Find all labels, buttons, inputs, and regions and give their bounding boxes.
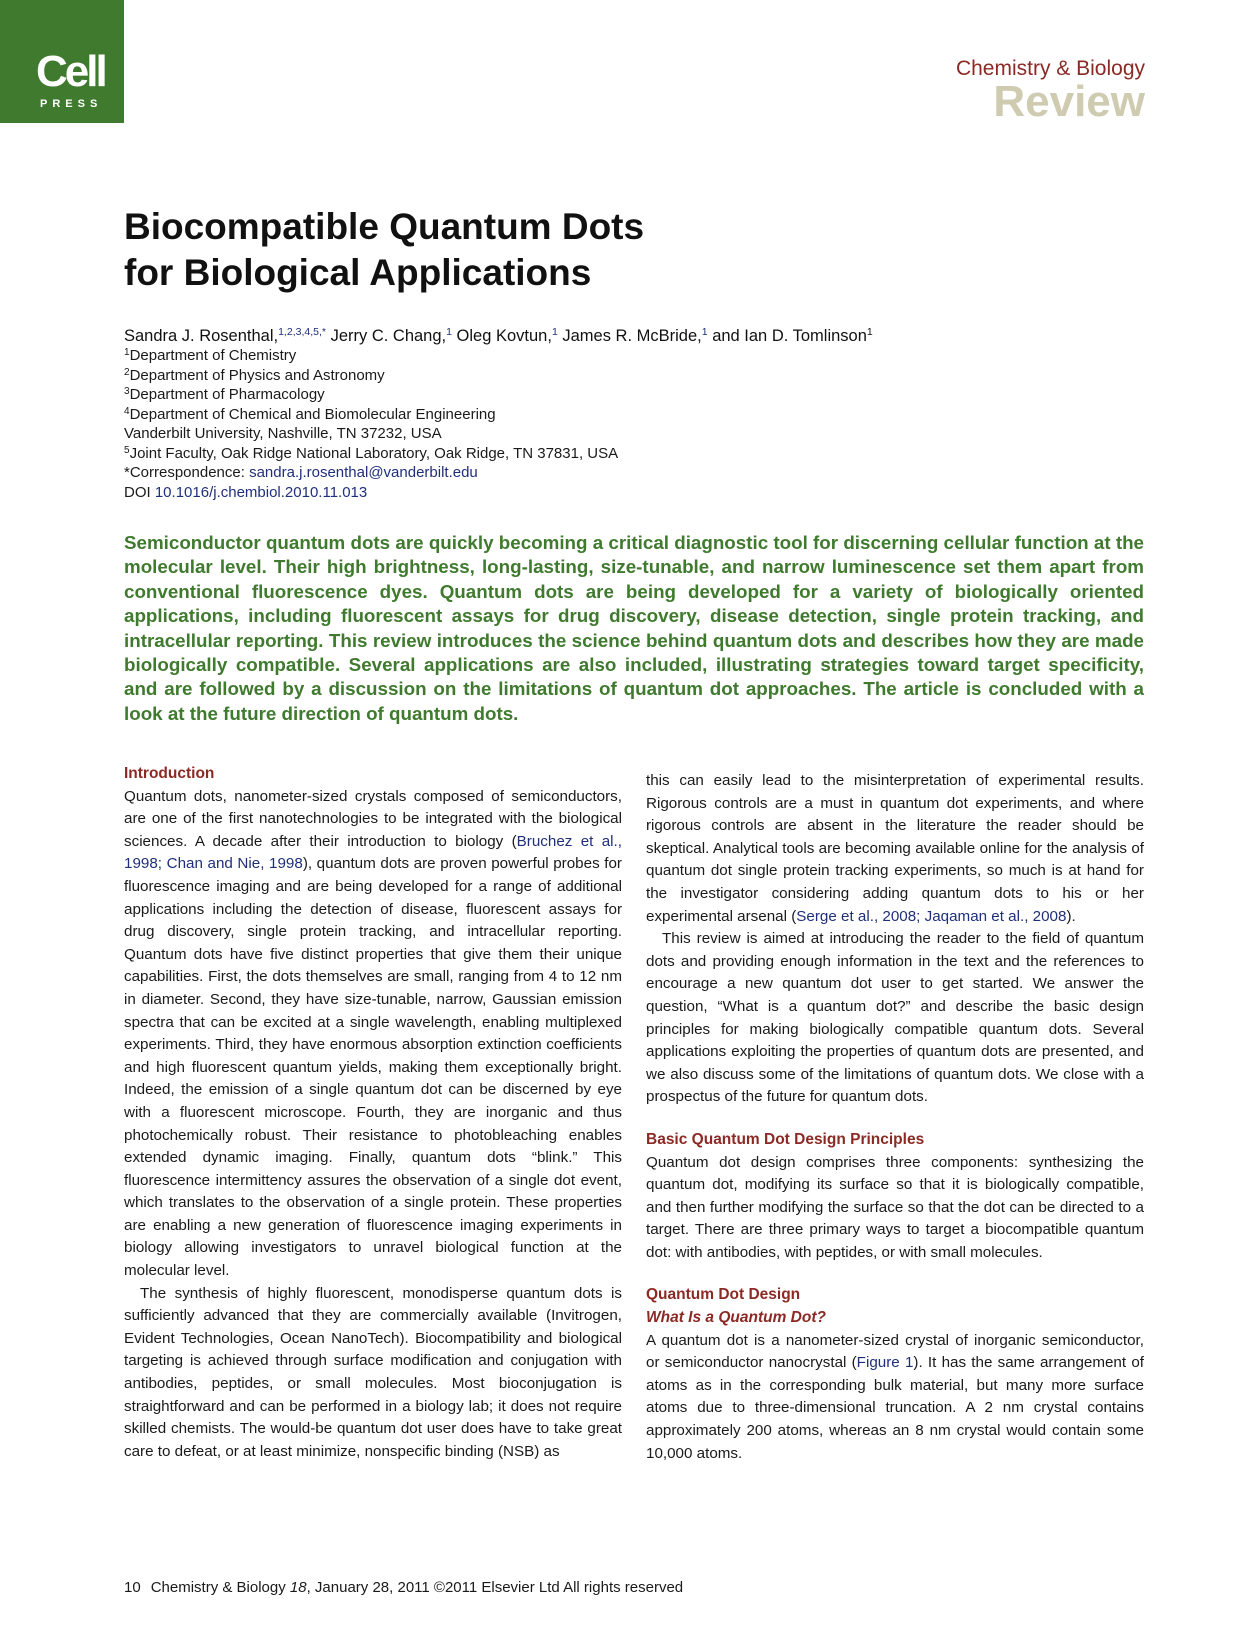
affiliation-line: $^1$Department of Chemistry bbox=[124, 347, 297, 364]
cell-press-logo bbox=[0, 0, 124, 123]
body-column-right bbox=[646, 770, 1144, 1465]
author-affiliation-mark[interactable]: 1,2,3,4,5,* bbox=[278, 326, 326, 338]
author-affiliation-mark[interactable]: 1 bbox=[701, 326, 708, 338]
quantum-dot-design-heading: Quantum Dot Design bbox=[646, 1286, 801, 1304]
page-number: 10 bbox=[124, 1579, 141, 1596]
figure-link[interactable]: Figure 1 bbox=[856, 1354, 914, 1372]
design-paragraph: A quantum dot is a nanometer-sized crystal of inorganic semiconductor, or semiconductor nanocrystal (Figure 1). It has the same arrangement of atoms as in the corresponding bulk material, but many more surface atoms due to three-dimensional truncation. A 2 nm crystal contains approximately 200 atoms, whereas an 8 nm crystal would contain some 10,000 atoms. bbox=[646, 1331, 1144, 1462]
page-footer: 10 Chemistry & Biology 18, January 28, 2011 ©2011 Elsevier Ltd All rights reserved bbox=[124, 1579, 684, 1596]
logo-press: PRESS bbox=[40, 98, 103, 110]
author-affiliation-mark[interactable]: 1 bbox=[446, 326, 452, 338]
author-name: Sandra J. Rosenthal, bbox=[124, 327, 279, 345]
journal-name: Chemistry & Biology bbox=[955, 57, 1145, 80]
logo-word: Cell bbox=[36, 47, 105, 96]
title-line-1: Biocompatible Quantum Dots bbox=[124, 206, 645, 247]
doi: DOI 10.1016/j.chembiol.2010.11.013 bbox=[124, 483, 368, 501]
affiliation-line: $^3$Department of Pharmacology bbox=[124, 386, 325, 403]
affiliation-line: $^5$Joint Faculty, Oak Ridge National Laboratory, Oak Ridge, TN 37831, USA bbox=[124, 444, 619, 462]
author-name: James R. McBride, bbox=[562, 327, 702, 345]
article-type: Review bbox=[993, 77, 1145, 126]
correspondence-email-link[interactable]: sandra.j.rosenthal@vanderbilt.edu bbox=[249, 464, 478, 481]
affiliations bbox=[124, 346, 1024, 502]
what-is-quantum-dot-subheading: What Is a Quantum Dot? bbox=[646, 1309, 826, 1327]
author-name: and Ian D. Tomlinson bbox=[712, 327, 867, 345]
introduction-heading: Introduction bbox=[124, 765, 215, 782]
author-name: Oleg Kovtun, bbox=[456, 327, 552, 345]
author-affiliation-mark[interactable]: 1 bbox=[551, 326, 558, 338]
intro-paragraph-1: Quantum dots, nanometer-sized crystals composed of semiconductors, are one of the first nanotechnologies to be integrated with the biological sciences. A decade after their introduction to biology (Bruchez et al., 1998; Chan and Nie, 1998), quantum dots are proven powerful probes for fluorescence imaging and are being developed for a range of additional applications including the detection of disease, fluorescent assays for drug discovery, single protein tracking, and intracellular reporting. Quantum dots have five distinct properties that give them their unique capabilities. First, the dots themselves are small, ranging from 4 to 12 nm in diameter. Second, they have size-tunable, narrow, Gaussian emission spectra that can be excited at a single wavelength, enabling multiplexed experiments. Third, they have enormous absorption extinction coefficients and high fluorescent quantum yields, making them exceptionally bright. Indeed, the emission of a single quantum dot can be discerned by eye with a fluorescent microscope. Fourth, they are inorganic and thus photochemically robust. Their resistance to photobleaching enables extended dynamic imaging. Finally, quantum dots “blink.” This fluorescence intermittency assures the observation of a single dot event, which translates to the observation of a single protein. These properties are enabling a new generation of fluorescence imaging experiments in biology allowing investigators to unravel biological function at the molecular level. bbox=[124, 787, 622, 1280]
affiliation-line: Vanderbilt University, Nashville, TN 37232, USA bbox=[124, 425, 442, 442]
intro-paragraph-3: this can easily lead to the misinterpretation of experimental results. Rigorous controls are a must in quantum dot experiments, and where rigorous controls are absent in the literature the reader should be skeptical. Analytical tools are becoming available online for the analysis of quantum dot single protein tracking experiments, so much is at hand for the investigator considering adding quantum dots to his or her experimental arsenal (Serge et al., 2008; Jaqaman et al., 2008). bbox=[646, 772, 1144, 925]
body-column-left bbox=[124, 765, 622, 1463]
correspondence: *Correspondence: sandra.j.rosenthal@vanderbilt.edu bbox=[124, 464, 478, 481]
author-list bbox=[124, 326, 1144, 346]
intro-paragraph-2: The synthesis of highly fluorescent, monodisperse quantum dots is sufficiently advanced that they are commercially available (Invitrogen, Evident Technologies, Ocean NanoTech). Biocompatibility and biological targeting is achieved through surface modification and conjugation with antibodies, peptides, or small molecules. Most bioconjugation is straightforward and can be performed in a biology lab; it does not require skilled chemists. The would-be quantum dot user does have to take great care to defeat, or at least minimize, nonspecific binding (NSB) as bbox=[124, 1284, 622, 1460]
reference-link[interactable]: Bruchez et al., 1998; Chan and Nie, 1998 bbox=[124, 832, 622, 873]
basic-principles-paragraph: Quantum dot design comprises three components: synthesizing the quantum dot, modifying its surface so that it is biologically compatible, and then further modifying the surface so that the dot can be directed to a target. There are three primary ways to target a biocompatible quantum dot: with antibodies, with peptides, or with small molecules. bbox=[646, 1153, 1144, 1261]
basic-principles-heading: Basic Quantum Dot Design Principles bbox=[646, 1130, 925, 1148]
doi-link[interactable]: 10.1016/j.chembiol.2010.11.013 bbox=[154, 483, 368, 501]
affiliation-line: $^4$Department of Chemical and Biomolecular Engineering bbox=[124, 405, 496, 423]
intro-paragraph-4: This review is aimed at introducing the reader to the field of quantum dots and providing enough information in the text and the references to encourage a new quantum dot user to get started. We answer the question, “What is a quantum dot?” and describe the basic design principles for making biologically compatible quantum dots. Several applications exploiting the properties of quantum dots are presented, and we also discuss some of the limitations of quantum dots. We close with a prospectus of the future for quantum dots. bbox=[646, 930, 1144, 1106]
author-affiliation-mark: 1 bbox=[866, 326, 873, 338]
abstract: Semiconductor quantum dots are quickly becoming a critical diagnostic tool for discerning cellular function at the molecular level. Their high brightness, long-lasting, size-tunable, and narrow luminescence set them apart from conventional fluorescence dyes. Quantum dots are being developed for a variety of biologically oriented applications, including fluorescent assays for drug discovery, disease detection, single protein tracking, and intracellular reporting. This review introduces the science behind quantum dots and describes how they are made biologically compatible. Several applications are also included, illustrating strategies toward target specificity, and are followed by a discussion on the limitations of quantum dot approaches. The article is concluded with a look at the future direction of quantum dots. bbox=[124, 532, 1144, 724]
volume-number: 18 bbox=[289, 1579, 307, 1596]
reference-link[interactable]: Serge et al., 2008; Jaqaman et al., 2008 bbox=[796, 907, 1067, 925]
affiliation-line: $^2$Department of Physics and Astronomy bbox=[124, 366, 385, 384]
article-title bbox=[124, 204, 1024, 296]
author-name: Jerry C. Chang, bbox=[330, 327, 447, 345]
title-line-2: for Biological Applications bbox=[124, 252, 592, 293]
